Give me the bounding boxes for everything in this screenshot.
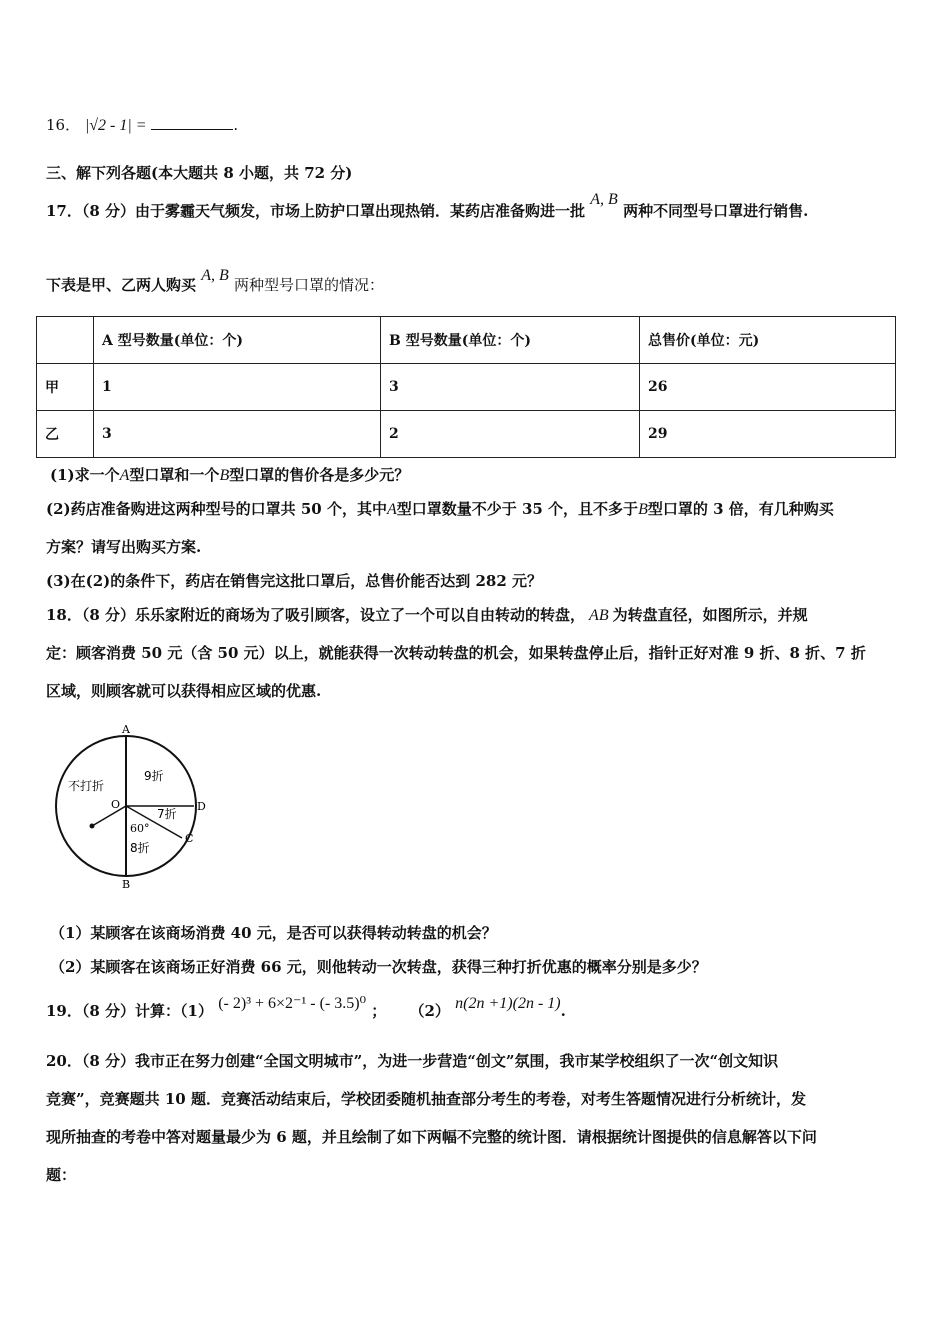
q17-part1: [50, 464, 409, 485]
q17-p2-text-a: (2)药店准备购进这两种型号的口罩共 50 个，其中: [46, 500, 387, 518]
table-header-cell: B 型号数量(单位：个): [381, 317, 640, 364]
q16-number: 16．: [46, 116, 81, 134]
table-header-cell: A 型号数量(单位：个): [94, 317, 381, 364]
q16-answer-blank: [151, 115, 233, 130]
table-cell: 1: [94, 364, 381, 411]
q20-line2: 竞赛”，竞赛题共 10 题．竞赛活动结束后，学校团委随机抽查部分考生的考卷，对考生答题情况进行分析统计，发: [46, 1090, 806, 1108]
q19-end: .: [560, 1002, 566, 1020]
angle-label: 60°: [130, 822, 150, 835]
q19-line: [46, 995, 566, 1021]
table-header-cell: 总售价(单位：元): [640, 317, 896, 364]
q17-part2: [46, 498, 834, 519]
q19-prefix: 19．（8 分）计算：（1）: [46, 1002, 213, 1020]
table-cell: 29: [640, 411, 896, 458]
label-b: B: [122, 878, 131, 890]
q16-line: [46, 114, 238, 135]
q18-part2: （2）某顾客在该商场正好消费 66 元，则他转动一次转盘，获得三种打折优惠的概率分别是多少？: [50, 958, 707, 976]
q17-purchase-table: [36, 316, 896, 458]
region-9-discount: 9折: [144, 769, 164, 783]
q17-p2-text-c: 型口罩的 3 倍，有几种购买: [647, 500, 834, 518]
q17-p1-text-b: 型口罩和一个: [129, 466, 220, 484]
table-cell: 26: [640, 364, 896, 411]
q17-table-intro: [46, 267, 385, 295]
section-3-title: 三、解下列各题(本大题共 8 小题，共 72 分): [46, 164, 353, 182]
q16-period: .: [233, 116, 239, 134]
table-row: [37, 364, 896, 411]
region-8-discount: 8折: [130, 841, 150, 855]
pointer-tip: [90, 824, 95, 829]
q17-p2-text-b: 型口罩数量不少于 35 个，且不多于: [396, 500, 639, 518]
q19-expression-2: n(2n +1)(2n - 1): [455, 995, 561, 1012]
q18-line3: 区域，则顾客就可以获得相应区域的优惠.: [46, 682, 322, 700]
q17-table-intro-a: 下表是甲、乙两人购买: [46, 276, 197, 294]
region-7-discount: 7折: [157, 807, 177, 821]
q19-label-2: （2）: [409, 1002, 450, 1020]
q17-intro-text-b: 两种不同型号口罩进行销售.: [623, 202, 809, 220]
q17-p1-math-b: B: [219, 467, 230, 484]
q17-part2-continued: 方案？请写出购买方案.: [46, 538, 202, 556]
label-o: O: [111, 798, 121, 811]
table-cell: 3: [94, 411, 381, 458]
q17-math-ab: A, B: [590, 191, 618, 208]
q17-table-intro-b: 两种型号口罩的情况：: [234, 276, 385, 294]
q20-line4: 题：: [46, 1166, 77, 1184]
q18-part1: （1）某顾客在该商场消费 40 元，是否可以获得转动转盘的机会？: [50, 924, 497, 942]
q17-intro-text-a: 17．（8 分）由于雾霾天气频发，市场上防护口罩出现热销．某药店准备购进一批: [46, 202, 586, 220]
label-a: A: [122, 723, 130, 736]
q18-line1-text-b: 为转盘直径，如图所示，并规: [612, 606, 808, 624]
q20-line1: 20．（8 分）我市正在努力创建“全国文明城市”，为进一步营造“创文”氛围，我市某学校组织了一次“创文知识: [46, 1052, 779, 1070]
table-cell: 3: [381, 364, 640, 411]
q17-p2-math-a: A: [386, 501, 397, 518]
q17-p1-text-a: (1)求一个: [50, 466, 120, 484]
pointer-line: [92, 806, 126, 826]
q20-line3: 现所抽查的考卷中答对题量最少为 6 题，并且绘制了如下两幅不完整的统计图．请根据统计图提供的信息解答以下问: [46, 1128, 817, 1146]
table-cell: 2: [381, 411, 640, 458]
table-header-cell: [37, 317, 94, 364]
q18-line2: 定：顾客消费 50 元（含 50 元）以上，就能获得一次转动转盘的机会，如果转盘停止后，指针正好对准 9 折、8 折、7 折: [46, 644, 866, 662]
q18-math-ab: AB: [589, 607, 609, 624]
label-d: D: [197, 800, 206, 813]
q19-separator: ；: [371, 1002, 387, 1020]
table-row: [37, 411, 896, 458]
q17-part3: (3)在(2)的条件下，药店在销售完这批口罩后，总售价能否达到 282 元？: [46, 572, 543, 590]
q17-intro: [46, 191, 809, 221]
q18-line1-text-a: 18．（8 分）乐乐家附近的商场为了吸引顾客，设立了一个可以自由转动的转盘，: [46, 606, 586, 624]
q18-line1: [46, 604, 808, 625]
q17-p1-text-c: 型口罩的售价各是多少元？: [229, 466, 410, 484]
region-no-discount: 不打折: [68, 779, 105, 793]
q17-p1-math-a: A: [119, 467, 130, 484]
q17-p2-math-b: B: [638, 501, 648, 518]
q17-table-math-ab: A, B: [201, 267, 229, 284]
q16-expression: |√2 - 1| =: [84, 117, 147, 134]
label-c: C: [185, 832, 194, 845]
table-header-row: [37, 317, 896, 364]
q19-expression-1: (- 2)³ + 6×2⁻¹ - (- 3.5)⁰: [218, 995, 367, 1012]
spinner-figure: [46, 722, 226, 890]
table-cell: 甲: [37, 364, 94, 411]
table-cell: 乙: [37, 411, 94, 458]
